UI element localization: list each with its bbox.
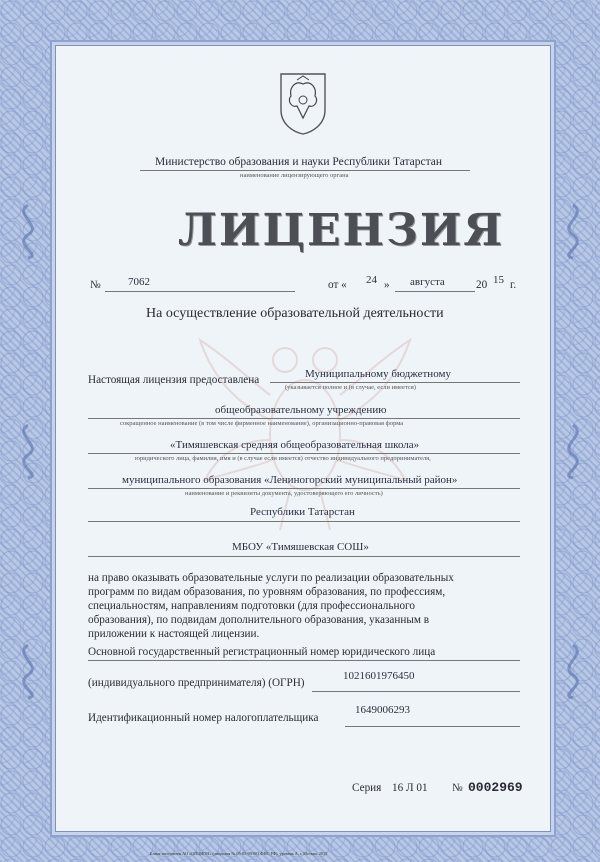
rights-line-2: программ по видам образования, по уровням образования, по профессиям,: [88, 586, 446, 598]
ornament-left-bottom: [8, 640, 48, 700]
grantee-line-3: «Тимяшевская средняя общеобразовательная школа»: [170, 439, 420, 451]
issuer-line: [140, 170, 470, 171]
grantee-line-5: Республики Татарстан: [250, 506, 355, 518]
rights-line-4: образования), по подвидам дополнительного образования, указанным в: [88, 614, 430, 626]
grantee-line-3-rule: [88, 453, 520, 454]
grantee-intro: Настоящая лицензия предоставлена: [88, 374, 260, 386]
inn-value-line: [345, 726, 520, 727]
ogrn-label-2: (индивидуального предпринимателя) (ОГРН): [88, 677, 305, 689]
grantee-caption-1: (указывается полное и (в случае, если имеется): [285, 384, 416, 391]
rights-paragraph: [88, 571, 520, 641]
grantee-line-1: Муниципальному бюджетному: [305, 368, 451, 380]
year-prefix: 20: [476, 279, 488, 291]
ornament-right-bottom: [553, 640, 593, 700]
grantee-line-4-rule: [88, 488, 520, 489]
license-year: 15: [493, 274, 504, 286]
ogrn-label-rule: [88, 660, 520, 661]
grantee-line-5-rule: [88, 521, 520, 522]
issuer-name: Министерство образования и науки Республики Татарстан: [155, 156, 443, 168]
printer-note: Бланк изготовлен АО «ОПЦИОН» (лицензия № 05-05-09/003 ФНС РФ), уровень А, г. Москва, 2015: [150, 851, 328, 856]
ornament-right-mid: [553, 420, 593, 480]
grantee-caption-3: юридического лица, фамилия, имя и (в случае если имеется) отчество индивидуального предпринимателя,: [135, 455, 431, 462]
license-month: августа: [410, 276, 445, 288]
license-number-label: №: [90, 279, 101, 291]
grantee-line-2: общеобразовательному учреждению: [215, 404, 387, 416]
inn-value: 1649006293: [355, 704, 410, 716]
year-unit: г.: [510, 279, 517, 291]
inn-label: Идентификационный номер налогоплательщика: [88, 712, 319, 724]
date-day-close: »: [384, 279, 390, 291]
document-title: ЛИЦЕНЗИЯ: [178, 205, 505, 256]
grantee-short-name: МБОУ «Тимяшевская СОШ»: [232, 541, 369, 553]
license-number-line: [105, 291, 295, 292]
date-from-label: от «: [328, 279, 347, 291]
license-number: 7062: [128, 276, 150, 288]
license-day: 24: [366, 274, 377, 286]
issuer-caption: наименование лицензирующего органа: [240, 172, 349, 179]
ogrn-value: 1021601976450: [343, 670, 415, 682]
series-number-label: №: [452, 782, 463, 794]
grantee-caption-4: наименование и реквизиты документа, удостоверяющего его личность): [185, 490, 383, 497]
rights-line-5: приложении к настоящей лицензии.: [88, 628, 260, 640]
series-number: 0002969: [468, 780, 523, 795]
series-label: Серия: [352, 782, 382, 794]
series-value: 16 Л 01: [392, 782, 428, 794]
ornament-right-top: [553, 200, 593, 260]
grantee-caption-2: сокращенное наименование (в том числе фирменное наименование), организационно-правовая форма: [120, 420, 404, 427]
coat-of-arms-icon: [277, 70, 329, 136]
grantee-line-2-rule: [88, 418, 520, 419]
ornament-left-mid: [8, 420, 48, 480]
grantee-line-6-rule: [88, 556, 520, 557]
ogrn-value-line: [312, 691, 520, 692]
ogrn-label-1: Основной государственный регистрационный номер юридического лица: [88, 646, 436, 658]
license-purpose: На осуществление образовательной деятельности: [146, 306, 444, 321]
rights-line-1: на право оказывать образовательные услуги по реализации образовательных: [88, 572, 454, 584]
grantee-line-4: муниципального образования «Лениногорский муниципальный район»: [122, 474, 458, 486]
month-line: [395, 291, 475, 292]
ornament-left-top: [8, 200, 48, 260]
grantee-line-1-rule: [270, 382, 520, 383]
rights-line-3: специальностям, направлениям подготовки (для профессионального: [88, 600, 415, 612]
